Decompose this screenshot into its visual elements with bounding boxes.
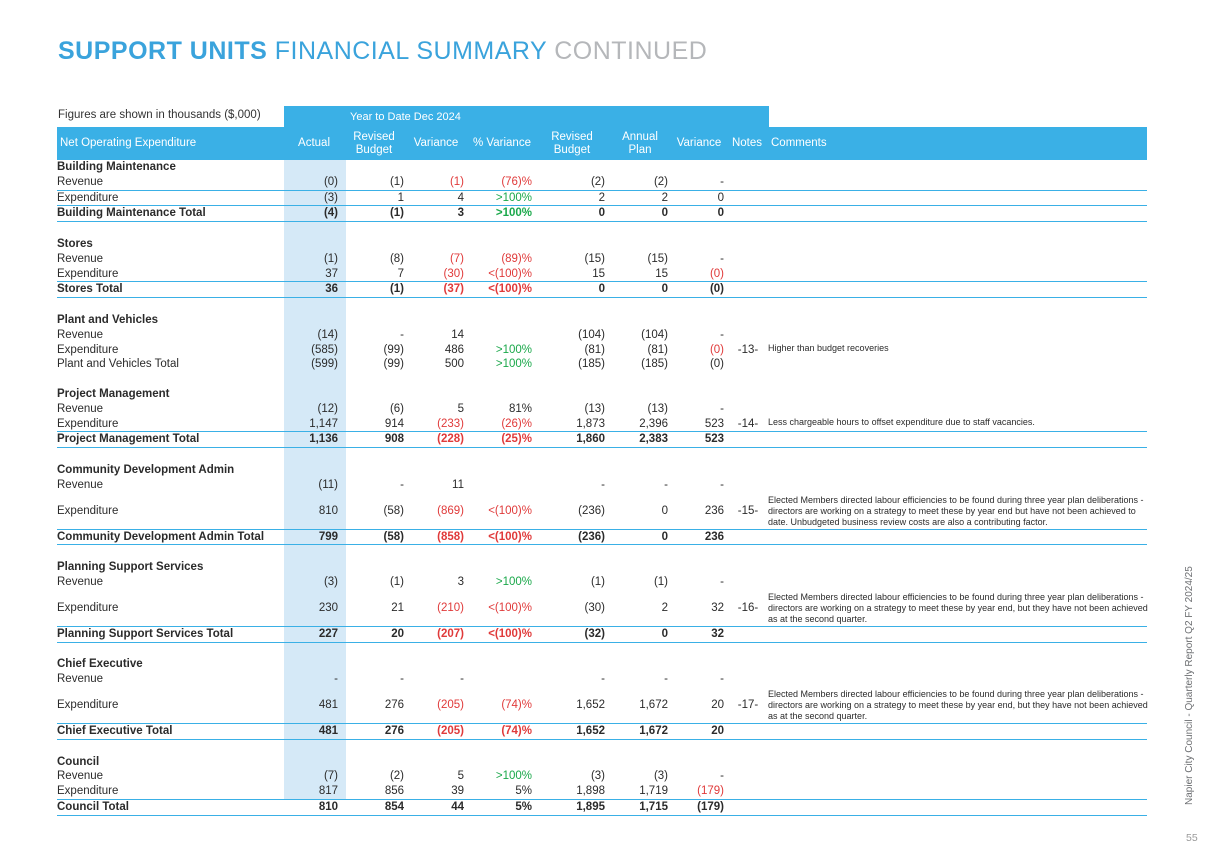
cell-rb2: (1) xyxy=(590,575,605,588)
header-actual: Actual xyxy=(298,137,330,149)
row-spacer xyxy=(57,545,1147,560)
title-part-1: SUPPORT UNITS xyxy=(58,37,268,65)
table-row xyxy=(57,590,1147,626)
row-spacer xyxy=(57,740,1147,755)
cell-ap: 2,396 xyxy=(639,417,668,430)
cell-rb: - xyxy=(400,328,404,341)
cell-rb2: (104) xyxy=(578,328,605,341)
title-part-2: FINANCIAL SUMMARY xyxy=(274,37,547,65)
cell-actual: (12) xyxy=(317,402,338,415)
row-label: Plant and Vehicles xyxy=(57,313,158,326)
cell-var2: 20 xyxy=(711,724,724,737)
cell-actual: 227 xyxy=(318,627,338,640)
cell-rb2: 1,873 xyxy=(576,417,605,430)
cell-actual: 481 xyxy=(318,724,338,737)
header-annual-plan: Annual Plan xyxy=(622,130,658,156)
cell-rb: (2) xyxy=(389,770,404,783)
cell-rb: 854 xyxy=(384,800,404,813)
cell-var: 500 xyxy=(444,358,464,371)
row-label: Expenditure xyxy=(57,343,119,356)
cell-ap: 15 xyxy=(655,267,668,280)
section-heading xyxy=(57,657,1147,672)
cell-pct: >100% xyxy=(495,207,532,220)
cell-rb2: (15) xyxy=(584,252,605,265)
row-label: Planning Support Services Total xyxy=(57,627,234,640)
table-row xyxy=(57,343,1147,358)
cell-rb2: 1,652 xyxy=(576,724,605,737)
cell-rb: (1) xyxy=(389,575,404,588)
cell-rb: - xyxy=(400,673,404,686)
cell-rb: (58) xyxy=(383,504,404,517)
cell-actual: (585) xyxy=(311,343,338,356)
cell-ap: 0 xyxy=(661,283,668,296)
cell-var: (210) xyxy=(437,601,464,614)
cell-rb: (1) xyxy=(389,283,404,296)
cell-pct: >100% xyxy=(495,358,532,371)
cell-var2: 0 xyxy=(717,191,724,204)
section-heading xyxy=(57,160,1147,175)
cell-var: 11 xyxy=(452,478,464,491)
cell-var2: - xyxy=(720,402,724,415)
cell-rb2: (32) xyxy=(584,627,605,640)
cell-pct: >100% xyxy=(495,770,532,783)
cell-actual: - xyxy=(334,673,338,686)
cell-ap: 2,383 xyxy=(639,433,668,446)
row-spacer xyxy=(57,643,1147,658)
row-label: Revenue xyxy=(57,175,104,188)
cell-var: 486 xyxy=(444,343,464,356)
cell-var: 44 xyxy=(451,800,464,813)
row-label: Plant and Vehicles Total xyxy=(57,358,179,371)
cell-actual: 230 xyxy=(318,601,338,614)
header-pct-variance: % Variance xyxy=(473,137,531,149)
cell-rb2: (30) xyxy=(584,601,605,614)
cell-var: (228) xyxy=(437,433,464,446)
cell-actual: 810 xyxy=(318,800,338,813)
row-label: Revenue xyxy=(57,328,104,341)
cell-pct: (76)% xyxy=(501,175,532,188)
cell-ap: (81) xyxy=(647,343,668,356)
cell-rb: 1 xyxy=(397,191,404,204)
cell-var: (30) xyxy=(443,267,464,280)
row-comment: Less chargeable hours to offset expenditure due to staff vacancies. xyxy=(768,416,1035,427)
cell-rb2: (236) xyxy=(578,530,605,543)
cell-var: 4 xyxy=(457,191,464,204)
table-row xyxy=(57,769,1147,784)
row-spacer xyxy=(57,298,1147,313)
cell-note: -15- xyxy=(737,504,759,517)
row-label: Revenue xyxy=(57,252,104,265)
cell-pct: (74)% xyxy=(501,724,532,737)
row-label: Community Development Admin xyxy=(57,463,235,476)
cell-pct: <(100)% xyxy=(488,601,532,614)
cell-var: (1) xyxy=(449,175,464,188)
cell-actual: 1,147 xyxy=(309,417,338,430)
cell-ap: - xyxy=(664,478,668,491)
cell-var: - xyxy=(460,673,464,686)
cell-rb2: (13) xyxy=(584,402,605,415)
table-row xyxy=(57,672,1147,687)
header-revised-budget: Revised Budget xyxy=(353,130,395,156)
row-label: Stores Total xyxy=(57,283,123,296)
side-footer-text: Napier City Council - Quarterly Report Q2 FY 2024/25 xyxy=(1184,566,1195,805)
cell-rb2: - xyxy=(601,478,605,491)
total-row xyxy=(57,626,1147,643)
cell-note: -14- xyxy=(737,417,759,430)
cell-rb: (99) xyxy=(383,343,404,356)
cell-rb2: 15 xyxy=(592,267,605,280)
cell-rb: (99) xyxy=(383,358,404,371)
header-name: Net Operating Expenditure xyxy=(60,137,197,149)
cell-ap: (2) xyxy=(653,175,668,188)
cell-actual: (14) xyxy=(317,328,338,341)
cell-ap: - xyxy=(664,673,668,686)
cell-pct: 81% xyxy=(508,402,532,415)
row-label: Revenue xyxy=(57,575,104,588)
table-row xyxy=(57,190,1147,206)
cell-rb2: (81) xyxy=(584,343,605,356)
cell-var2: 236 xyxy=(704,504,724,517)
cell-ap: (3) xyxy=(653,770,668,783)
total-row xyxy=(57,799,1147,816)
total-row xyxy=(57,723,1147,740)
section-heading xyxy=(57,463,1147,478)
cell-ap: 0 xyxy=(661,530,668,543)
cell-var: 3 xyxy=(457,575,464,588)
cell-ap: (185) xyxy=(641,358,668,371)
row-label: Expenditure xyxy=(57,504,119,517)
cell-rb: (8) xyxy=(389,252,404,265)
row-label: Expenditure xyxy=(57,191,119,204)
cell-var2: - xyxy=(720,328,724,341)
cell-var: (858) xyxy=(437,530,464,543)
cell-var2: 20 xyxy=(711,698,724,711)
ytd-label: Year to Date Dec 2024 xyxy=(350,111,461,123)
cell-rb: - xyxy=(400,478,404,491)
total-row xyxy=(57,431,1147,448)
total-row xyxy=(57,205,1147,222)
table-row xyxy=(57,575,1147,590)
cell-pct: >100% xyxy=(495,343,532,356)
section-heading xyxy=(57,313,1147,328)
cell-rb: 276 xyxy=(384,698,404,711)
cell-rb2: 1,898 xyxy=(576,785,605,798)
header-comments: Comments xyxy=(771,137,827,149)
cell-rb: 20 xyxy=(391,627,404,640)
cell-var: (205) xyxy=(437,724,464,737)
cell-var2: - xyxy=(720,575,724,588)
section-heading xyxy=(57,387,1147,402)
cell-pct: <(100)% xyxy=(488,283,532,296)
total-row xyxy=(57,529,1147,546)
cell-rb: 914 xyxy=(384,417,404,430)
cell-ap: 0 xyxy=(661,504,668,517)
cell-rb2: (236) xyxy=(578,504,605,517)
cell-actual: (4) xyxy=(323,207,338,220)
cell-var: 5 xyxy=(457,402,464,415)
section-heading xyxy=(57,755,1147,770)
cell-var2: - xyxy=(720,175,724,188)
cell-ap: 1,672 xyxy=(639,724,668,737)
cell-var2: (0) xyxy=(709,283,724,296)
cell-var2: 523 xyxy=(704,433,724,446)
row-label: Building Maintenance xyxy=(57,161,176,173)
cell-pct: (74)% xyxy=(501,698,532,711)
cell-actual: (599) xyxy=(311,358,338,371)
table-row xyxy=(57,175,1147,190)
table-header xyxy=(57,127,1147,160)
cell-var: 14 xyxy=(451,328,464,341)
section-heading xyxy=(57,237,1147,252)
cell-var2: - xyxy=(720,770,724,783)
row-label: Expenditure xyxy=(57,698,119,711)
cell-rb: 908 xyxy=(384,433,404,446)
cell-note: -13- xyxy=(737,343,759,356)
cell-ap: 1,672 xyxy=(639,698,668,711)
cell-var2: 523 xyxy=(704,417,724,430)
header-variance: Variance xyxy=(413,137,459,149)
cell-rb: 856 xyxy=(384,785,404,798)
cell-actual: 810 xyxy=(318,504,338,517)
cell-var2: 32 xyxy=(711,627,724,640)
cell-ap: 2 xyxy=(661,191,668,204)
cell-rb2: 1,860 xyxy=(576,433,605,446)
cell-ap: 0 xyxy=(661,627,668,640)
row-label: Building Maintenance Total xyxy=(57,207,206,220)
row-label: Chief Executive xyxy=(57,658,143,671)
table-row xyxy=(57,252,1147,267)
cell-var2: - xyxy=(720,478,724,491)
figures-note: Figures are shown in thousands ($,000) xyxy=(58,109,261,121)
row-comment: Higher than budget recoveries xyxy=(768,342,889,353)
row-spacer xyxy=(57,222,1147,237)
cell-rb2: (2) xyxy=(590,175,605,188)
cell-pct: (25)% xyxy=(501,433,532,446)
cell-rb2: (185) xyxy=(578,358,605,371)
cell-actual: 37 xyxy=(325,267,338,280)
cell-actual: (11) xyxy=(318,478,338,491)
cell-rb2: 1,652 xyxy=(576,698,605,711)
page-title xyxy=(58,37,707,66)
cell-rb: (1) xyxy=(389,207,404,220)
cell-var: (207) xyxy=(437,627,464,640)
cell-rb: (6) xyxy=(389,402,404,415)
row-label: Council xyxy=(57,755,100,768)
row-spacer xyxy=(57,448,1147,463)
cell-ap: 2 xyxy=(661,601,668,614)
row-label: Project Management xyxy=(57,387,170,400)
section-heading xyxy=(57,560,1147,575)
cell-pct: <(100)% xyxy=(488,267,532,280)
cell-var2: (0) xyxy=(709,358,724,371)
title-part-3: CONTINUED xyxy=(554,37,708,65)
row-label: Revenue xyxy=(57,478,104,491)
cell-var2: - xyxy=(720,252,724,265)
cell-actual: 1,136 xyxy=(309,433,338,446)
row-spacer xyxy=(57,372,1147,387)
cell-actual: (3) xyxy=(323,575,338,588)
cell-rb2: 0 xyxy=(598,207,605,220)
cell-pct: 5% xyxy=(515,785,532,798)
cell-actual: 817 xyxy=(318,785,338,798)
header-revised-budget-annual: Revised Budget xyxy=(551,130,593,156)
header-notes: Notes xyxy=(731,137,763,149)
cell-rb2: (3) xyxy=(590,770,605,783)
cell-ap: 0 xyxy=(661,207,668,220)
row-label: Revenue xyxy=(57,402,104,415)
table-row xyxy=(57,357,1147,372)
cell-pct: (26)% xyxy=(501,417,532,430)
cell-var: 39 xyxy=(451,785,464,798)
cell-var2: 0 xyxy=(717,207,724,220)
row-label: Community Development Admin Total xyxy=(57,530,265,543)
row-label: Project Management Total xyxy=(57,433,200,446)
cell-ap: 1,715 xyxy=(639,800,668,813)
table-row xyxy=(57,267,1147,282)
cell-var2: (179) xyxy=(697,785,724,798)
cell-actual: (3) xyxy=(323,191,338,204)
cell-actual: 481 xyxy=(318,698,338,711)
cell-ap: (15) xyxy=(647,252,668,265)
cell-var2: (179) xyxy=(697,800,724,813)
cell-note: -16- xyxy=(737,601,759,614)
table-row xyxy=(57,402,1147,417)
cell-rb2: 1,895 xyxy=(576,800,605,813)
cell-var: (233) xyxy=(437,417,464,430)
row-label: Revenue xyxy=(57,673,104,686)
table-row xyxy=(57,687,1147,723)
table-row xyxy=(57,328,1147,343)
cell-rb2: 2 xyxy=(598,191,605,204)
row-comment: Elected Members directed labour efficiencies to be found during three year plan deliberations - directors are working on a strategy to meet these by year end, but they have not been achieved as at the second quarter. xyxy=(768,688,1148,721)
cell-pct: >100% xyxy=(495,575,532,588)
cell-ap: 1,719 xyxy=(639,785,668,798)
cell-ap: (13) xyxy=(647,402,668,415)
cell-pct: >100% xyxy=(495,191,532,204)
cell-var2: - xyxy=(720,673,724,686)
cell-actual: 799 xyxy=(318,530,338,543)
cell-rb2: - xyxy=(601,673,605,686)
table-row xyxy=(57,478,1147,493)
cell-var: 5 xyxy=(457,770,464,783)
financial-table-body xyxy=(57,160,1147,816)
cell-var: (869) xyxy=(437,504,464,517)
cell-pct: (89)% xyxy=(501,252,532,265)
row-label: Expenditure xyxy=(57,267,119,280)
cell-rb: (58) xyxy=(383,530,404,543)
cell-actual: (1) xyxy=(323,252,338,265)
cell-pct: <(100)% xyxy=(488,627,532,640)
cell-var2: (0) xyxy=(709,343,724,356)
cell-actual: (7) xyxy=(323,770,338,783)
cell-var: (37) xyxy=(443,283,464,296)
cell-ap: (1) xyxy=(653,575,668,588)
page-number: 55 xyxy=(1186,832,1198,844)
row-comment: Elected Members directed labour efficiencies to be found during three year plan deliberations - directors are working on a strategy to meet these by year end, but they have not been achieved as at the second quarter. xyxy=(768,591,1148,624)
table-row xyxy=(57,493,1147,529)
cell-ap: (104) xyxy=(641,328,668,341)
row-label: Council Total xyxy=(57,800,129,813)
cell-var: 3 xyxy=(457,207,464,220)
cell-pct: 5% xyxy=(515,800,532,813)
cell-rb: (1) xyxy=(389,175,404,188)
cell-pct: <(100)% xyxy=(488,504,532,517)
total-row xyxy=(57,281,1147,298)
cell-actual: 36 xyxy=(325,283,338,296)
cell-rb: 21 xyxy=(391,601,404,614)
row-label: Expenditure xyxy=(57,417,119,430)
cell-rb: 7 xyxy=(397,267,404,280)
row-label: Revenue xyxy=(57,770,104,783)
row-label: Stores xyxy=(57,237,93,250)
table-row xyxy=(57,784,1147,799)
cell-rb: 276 xyxy=(384,724,404,737)
row-label: Expenditure xyxy=(57,785,119,798)
row-label: Expenditure xyxy=(57,601,119,614)
cell-note: -17- xyxy=(737,698,759,711)
row-label: Chief Executive Total xyxy=(57,724,173,737)
cell-var2: 32 xyxy=(711,601,724,614)
cell-var2: (0) xyxy=(709,267,724,280)
cell-var2: 236 xyxy=(704,530,724,543)
row-label: Planning Support Services xyxy=(57,561,204,574)
header-variance-annual: Variance xyxy=(676,137,722,149)
cell-pct: <(100)% xyxy=(488,530,532,543)
cell-var: (7) xyxy=(449,252,464,265)
cell-actual: (0) xyxy=(323,175,338,188)
cell-rb2: 0 xyxy=(598,283,605,296)
row-comment: Elected Members directed labour efficiencies to be found during three year plan deliberations - directors are working on a strategy to meet these by year end but have not been achieved to date. Unbudgeted business review costs are also a contributing factor. xyxy=(768,494,1144,527)
cell-var: (205) xyxy=(437,698,464,711)
table-row xyxy=(57,417,1147,432)
